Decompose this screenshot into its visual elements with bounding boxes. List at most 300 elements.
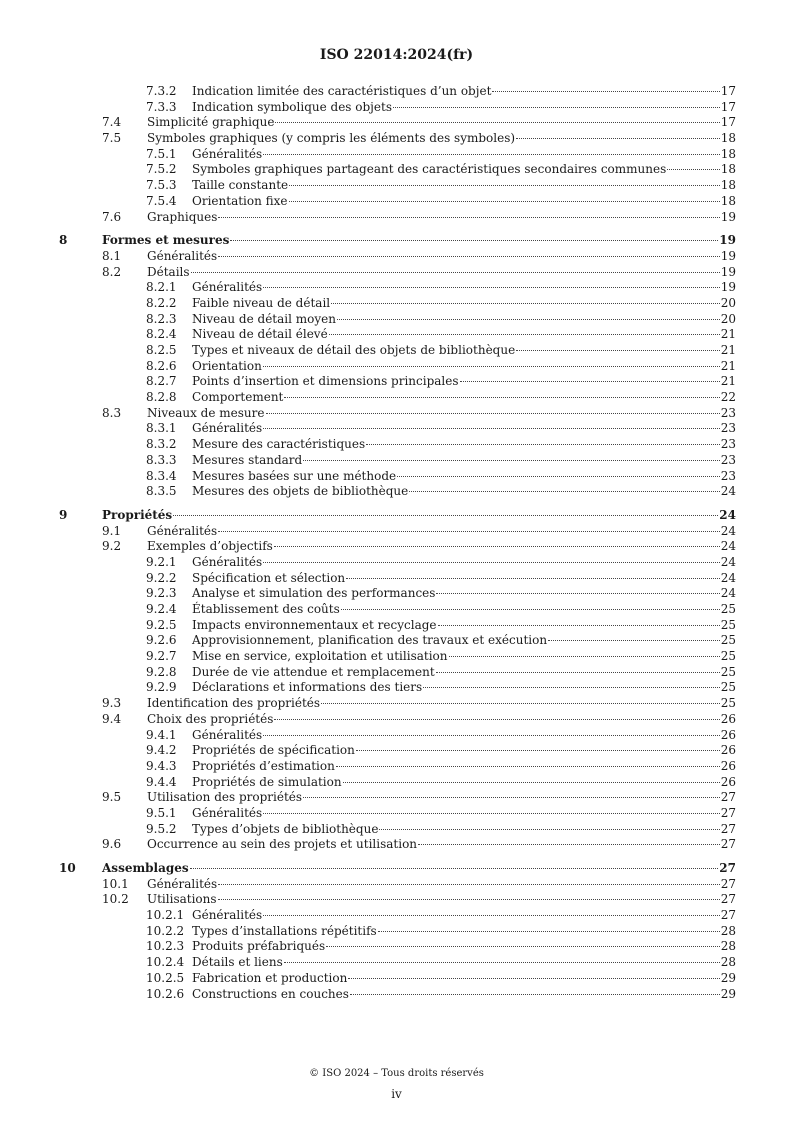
- toc-entry-line: [192, 421, 736, 437]
- toc-entry-number: 7.5.2: [146, 162, 177, 177]
- toc-entry-line: [192, 453, 736, 469]
- toc-entry-page: 23: [720, 468, 736, 483]
- toc-entry-title: Durée de vie attendue et remplacement: [192, 664, 435, 679]
- toc-entry-number: 9.4.3: [146, 758, 177, 773]
- toc-entry-title: Généralités: [192, 146, 263, 161]
- toc-entry-page: 27: [720, 805, 736, 820]
- dot-leader: [436, 593, 719, 594]
- toc-entry-title: Utilisations: [147, 892, 217, 907]
- toc-entry[interactable]: [0, 633, 793, 649]
- toc-entry-title: Généralités: [147, 523, 218, 538]
- toc-entry-line: [192, 987, 736, 1003]
- toc-entry-line: [192, 633, 736, 649]
- toc-entry-line: [192, 649, 736, 665]
- toc-entry-title: Orientation: [192, 358, 262, 373]
- toc-entry[interactable]: [0, 343, 793, 359]
- toc-entry-title: Détails et liens: [192, 955, 283, 970]
- toc-entry-line: [147, 877, 736, 893]
- toc-entry-page: 17: [720, 84, 736, 98]
- dot-leader: [343, 782, 720, 783]
- toc-entry[interactable]: [0, 775, 793, 791]
- toc-entry[interactable]: [0, 421, 793, 437]
- dot-leader: [218, 217, 719, 218]
- toc-entry-number: 7.3.3: [146, 99, 177, 114]
- toc-entry-line: [147, 115, 736, 131]
- dot-leader: [331, 303, 720, 304]
- dot-leader: [548, 640, 720, 641]
- toc-entry[interactable]: [0, 861, 793, 877]
- toc-entry-page: 19: [720, 280, 736, 295]
- toc-entry[interactable]: [0, 406, 793, 422]
- dot-leader: [438, 625, 720, 626]
- toc-entry-page: 26: [720, 758, 736, 773]
- toc-entry-line: [192, 680, 736, 696]
- toc-entry-title: Niveau de détail élevé: [192, 327, 328, 342]
- toc-entry[interactable]: [0, 131, 793, 147]
- dot-leader: [218, 884, 720, 885]
- toc-entry-page: 17: [720, 115, 736, 130]
- toc-entry-title: Généralités: [192, 280, 263, 295]
- toc-entry-page: 26: [720, 743, 736, 758]
- dot-leader: [289, 185, 720, 186]
- toc-entry[interactable]: [0, 280, 793, 296]
- toc-entry-number: 7.5: [102, 131, 122, 146]
- toc-entry-line: [192, 469, 736, 485]
- dot-leader: [284, 962, 720, 963]
- toc-entry-title: Généralités: [147, 876, 218, 891]
- toc-entry-page: 18: [720, 131, 736, 146]
- dot-leader: [436, 672, 720, 673]
- dot-leader: [284, 397, 719, 398]
- toc-entry[interactable]: [0, 210, 793, 226]
- toc-entry-number: 7.5.1: [146, 146, 177, 161]
- toc-entry-number: 8.2.5: [146, 343, 177, 357]
- toc-entry-title: Propriétés d’estimation: [192, 758, 335, 773]
- toc-entry-number: 8.2.8: [146, 390, 177, 405]
- dot-leader: [274, 719, 719, 720]
- toc-entry[interactable]: [0, 115, 793, 131]
- dot-leader: [418, 844, 720, 845]
- toc-entry-title: Généralités: [192, 554, 263, 569]
- dot-leader: [263, 154, 720, 155]
- toc-entry-number: 9.2.9: [146, 680, 177, 695]
- toc-entry[interactable]: [0, 971, 793, 987]
- toc-entry[interactable]: [0, 665, 793, 681]
- toc-entry-title: Choix des propriétés: [147, 711, 274, 726]
- toc-entry-number: 9.2.8: [146, 664, 177, 679]
- toc-entry[interactable]: [0, 84, 793, 100]
- toc-entry-line: [147, 210, 736, 226]
- dot-leader: [341, 609, 720, 610]
- dot-leader: [289, 201, 720, 202]
- toc-entry[interactable]: [0, 806, 793, 822]
- document-header: ISO 22014:2024(fr): [319, 47, 474, 63]
- dot-leader: [366, 444, 720, 445]
- toc-entry-page: 26: [720, 727, 736, 742]
- toc-entry[interactable]: [0, 822, 793, 838]
- dot-leader: [263, 428, 720, 429]
- toc-entry[interactable]: [0, 837, 793, 853]
- toc-entry-page: 24: [720, 570, 736, 585]
- toc-entry[interactable]: [0, 194, 793, 210]
- toc-entry-line: [192, 147, 736, 163]
- toc-entry-title: Établissement des coûts: [192, 602, 340, 616]
- toc-entry[interactable]: [0, 955, 793, 971]
- toc-entry-number: 9.1: [102, 523, 122, 538]
- toc-entry-line: [192, 602, 736, 618]
- toc-entry[interactable]: [0, 453, 793, 469]
- toc-entry-title: Mise en service, exploitation et utilisation: [192, 649, 448, 664]
- toc-entry-page: 18: [720, 146, 736, 161]
- toc-entry[interactable]: [0, 327, 793, 343]
- toc-entry-page: 24: [720, 484, 736, 499]
- toc-entry-page: 27: [720, 821, 736, 836]
- toc-entry-title: Faible niveau de détail: [192, 295, 331, 310]
- dot-leader: [218, 256, 720, 257]
- toc-entry[interactable]: [0, 437, 793, 453]
- toc-entry-number: 9.2.7: [146, 649, 177, 664]
- toc-entry-line: [147, 131, 736, 147]
- dot-leader: [356, 750, 720, 751]
- toc-entry-line: [192, 84, 736, 100]
- toc-entry-title: Détails: [147, 264, 190, 279]
- toc-entry-line: [192, 280, 736, 296]
- toc-entry[interactable]: [0, 508, 793, 524]
- toc-entry-number: 9.5.1: [146, 805, 177, 820]
- toc-entry[interactable]: [0, 987, 793, 1003]
- toc-entry-title: Graphiques: [147, 209, 218, 224]
- toc-entry-line: [192, 971, 736, 987]
- dot-leader: [350, 994, 720, 995]
- toc-entry-title: Généralités: [192, 727, 263, 742]
- toc-entry-page: 29: [720, 986, 736, 1001]
- toc-entry-title: Propriétés de spécification: [192, 743, 355, 758]
- dot-leader: [348, 978, 719, 979]
- toc-entry-number: 7.3.2: [146, 84, 177, 98]
- toc-entry[interactable]: [0, 359, 793, 375]
- toc-entry-page: 25: [720, 696, 736, 711]
- toc-entry-line: [192, 359, 736, 375]
- dot-leader: [329, 334, 720, 335]
- toc-entry-line: [192, 908, 736, 924]
- toc-entry-line: [192, 343, 736, 359]
- dot-leader: [346, 578, 720, 579]
- toc-entry[interactable]: [0, 539, 793, 555]
- toc-entry-page: 19: [720, 209, 736, 224]
- toc-entry-page: 26: [720, 774, 736, 789]
- toc-entry-title: Propriétés: [102, 507, 173, 522]
- toc-entry-number: 9.3: [102, 696, 122, 711]
- toc-entry-number: 9.2.6: [146, 633, 177, 648]
- toc-entry-title: Types d’objets de bibliothèque: [192, 821, 379, 836]
- toc-entry-title: Déclarations et informations des tiers: [192, 680, 423, 695]
- toc-entry-line: [102, 861, 736, 877]
- toc-entry-line: [147, 892, 736, 908]
- toc-entry-page: 20: [720, 295, 736, 310]
- dot-leader: [321, 703, 720, 704]
- toc-entry-number: 8.3.2: [146, 437, 177, 452]
- toc-entry-page: 27: [720, 892, 736, 907]
- toc-entry-line: [147, 790, 736, 806]
- dot-leader: [303, 797, 720, 798]
- toc-entry-title: Symboles graphiques partageant des caractéristiques secondaires communes: [192, 162, 667, 177]
- dot-leader: [263, 915, 720, 916]
- dot-leader: [393, 107, 720, 108]
- toc-entry-title: Orientation fixe: [192, 193, 288, 208]
- toc-entry-title: Types et niveaux de détail des objets de bibliothèque: [192, 343, 516, 357]
- toc-entry-page: 28: [720, 955, 736, 970]
- toc-entry-line: [147, 539, 736, 555]
- toc-entry-page: 27: [720, 876, 736, 891]
- toc-entry-number: 8.3.3: [146, 452, 177, 467]
- toc-entry[interactable]: [0, 312, 793, 328]
- dot-leader: [326, 946, 720, 947]
- toc-entry-page: 23: [720, 437, 736, 452]
- toc-entry-number: 9.2.1: [146, 554, 177, 569]
- dot-leader: [263, 366, 720, 367]
- toc-entry-line: [192, 924, 736, 940]
- toc-entry-line: [192, 312, 736, 328]
- toc-entry-page: 21: [720, 358, 736, 373]
- toc-entry-page: 24: [720, 523, 736, 538]
- toc-entry[interactable]: [0, 390, 793, 406]
- toc-entry-line: [147, 712, 736, 728]
- toc-entry-number: 9: [59, 507, 68, 522]
- dot-leader: [263, 735, 720, 736]
- toc-entry-title: Identification des propriétés: [147, 696, 321, 711]
- toc-entry-title: Généralités: [192, 421, 263, 436]
- toc-entry-line: [192, 586, 736, 602]
- toc-entry-line: [192, 822, 736, 838]
- toc-entry-number: 9.2.3: [146, 586, 177, 601]
- toc-entry-page: 24: [719, 507, 736, 522]
- toc-entry-page: 21: [720, 327, 736, 342]
- toc-entry[interactable]: [0, 469, 793, 485]
- toc-entry[interactable]: [0, 602, 793, 618]
- toc-entry-page: 24: [720, 554, 736, 569]
- toc-entry-page: 19: [719, 233, 736, 248]
- toc-entry-page: 18: [720, 178, 736, 193]
- dot-leader: [449, 656, 720, 657]
- toc-entry-line: [192, 806, 736, 822]
- toc-entry[interactable]: [0, 759, 793, 775]
- toc-entry[interactable]: [0, 178, 793, 194]
- dot-leader: [173, 515, 718, 516]
- toc-entry-title: Spécification et sélection: [192, 570, 346, 585]
- toc-entry-line: [192, 296, 736, 312]
- toc-entry-number: 9.2.2: [146, 570, 177, 585]
- page-number: iv: [391, 1087, 402, 1101]
- toc-entry-number: 9.4: [102, 711, 122, 726]
- dot-leader: [266, 413, 720, 414]
- toc-entry-line: [192, 178, 736, 194]
- dot-leader: [409, 491, 719, 492]
- toc-entry-title: Formes et mesures: [102, 233, 230, 248]
- toc-entry-number: 10.2: [102, 892, 129, 907]
- toc-entry-page: 28: [720, 923, 736, 938]
- toc-entry[interactable]: [0, 696, 793, 712]
- dot-leader: [516, 350, 720, 351]
- toc-entry-line: [192, 743, 736, 759]
- toc-entry-line: [102, 508, 736, 524]
- toc-entry-page: 19: [720, 248, 736, 263]
- toc-entry-line: [147, 524, 736, 540]
- toc-entry-number: 8.3.1: [146, 421, 177, 436]
- dot-leader: [303, 460, 720, 461]
- copyright-footer: © ISO 2024 – Tous droits réservés: [309, 1068, 484, 1079]
- toc-entry-number: 9.5: [102, 790, 122, 805]
- toc-entry-page: 25: [720, 633, 736, 648]
- toc-entry-number: 9.5.2: [146, 821, 177, 836]
- toc-entry-line: [192, 194, 736, 210]
- toc-entry-number: 9.2.5: [146, 617, 177, 632]
- toc-entry-number: 8.2: [102, 264, 122, 279]
- toc-entry-number: 9.4.1: [146, 727, 177, 742]
- dot-leader: [516, 138, 720, 139]
- toc-entry-title: Impacts environnementaux et recyclage: [192, 617, 437, 632]
- toc-entry-line: [192, 555, 736, 571]
- toc-entry-number: 7.5.4: [146, 193, 177, 208]
- dot-leader: [263, 287, 720, 288]
- toc-entry-title: Indication symbolique des objets: [192, 99, 392, 114]
- toc-entry-number: 9.4.2: [146, 743, 177, 758]
- toc-entry-page: 23: [720, 405, 736, 420]
- toc-entry-page: 22: [720, 390, 736, 405]
- toc-entry-number: 10: [59, 861, 76, 875]
- dot-leader: [274, 546, 720, 547]
- toc-entry-title: Mesures basées sur une méthode: [192, 468, 397, 483]
- toc-entry[interactable]: [0, 233, 793, 249]
- toc-entry-number: 9.2: [102, 539, 122, 554]
- dot-leader: [218, 899, 720, 900]
- toc-entry[interactable]: [0, 892, 793, 908]
- dot-leader: [191, 272, 720, 273]
- toc-entry-title: Généralités: [192, 805, 263, 820]
- toc-entry-line: [192, 665, 736, 681]
- toc-entry-line: [147, 837, 736, 853]
- toc-entry[interactable]: [0, 924, 793, 940]
- toc-entry-title: Comportement: [192, 390, 284, 405]
- dot-leader: [275, 122, 719, 123]
- toc-entry-number: 10.2.1: [146, 908, 185, 923]
- toc-entry[interactable]: [0, 712, 793, 728]
- toc-entry[interactable]: [0, 571, 793, 587]
- toc-entry[interactable]: [0, 484, 793, 500]
- toc-entry-number: 8: [59, 233, 68, 248]
- toc-entry[interactable]: [0, 939, 793, 955]
- toc-entry-page: 21: [720, 343, 736, 357]
- toc-entry-page: 20: [720, 311, 736, 326]
- toc-entry-title: Points d’insertion et dimensions principales: [192, 374, 459, 389]
- toc-entry[interactable]: [0, 249, 793, 265]
- toc-entry[interactable]: [0, 265, 793, 281]
- toc-entry[interactable]: [0, 743, 793, 759]
- dot-leader: [423, 687, 720, 688]
- toc-entry-number: 10.2.3: [146, 939, 185, 954]
- dot-leader: [667, 169, 719, 170]
- toc-entry-line: [147, 406, 736, 422]
- table-of-contents: [0, 84, 793, 1002]
- toc-entry-title: Mesures des objets de bibliothèque: [192, 484, 409, 499]
- toc-entry-line: [192, 571, 736, 587]
- toc-entry[interactable]: [0, 586, 793, 602]
- toc-entry-page: 28: [720, 939, 736, 954]
- toc-entry-page: 25: [720, 602, 736, 616]
- toc-entry[interactable]: [0, 296, 793, 312]
- toc-entry[interactable]: [0, 680, 793, 696]
- toc-entry-line: [192, 955, 736, 971]
- toc-entry-number: 7.4: [102, 115, 122, 130]
- toc-entry-line: [192, 484, 736, 500]
- toc-entry-title: Généralités: [192, 908, 263, 923]
- toc-entry-title: Types d’installations répétitifs: [192, 923, 377, 938]
- toc-entry-title: Assemblages: [102, 861, 189, 875]
- toc-entry[interactable]: [0, 877, 793, 893]
- dot-leader: [263, 813, 720, 814]
- toc-entry-number: 8.2.4: [146, 327, 177, 342]
- toc-entry-page: 27: [720, 837, 736, 852]
- toc-entry-title: Approvisionnement, planification des travaux et exécution: [192, 633, 548, 648]
- toc-entry-title: Niveau de détail moyen: [192, 311, 336, 326]
- dot-leader: [492, 91, 719, 92]
- toc-entry[interactable]: [0, 908, 793, 924]
- toc-entry[interactable]: [0, 618, 793, 634]
- toc-entry-line: [192, 775, 736, 791]
- toc-entry-title: Utilisation des propriétés: [147, 790, 303, 805]
- toc-entry-page: 24: [720, 539, 736, 554]
- toc-entry[interactable]: [0, 100, 793, 116]
- toc-entry-number: 8.1: [102, 248, 122, 263]
- toc-entry-number: 8.2.3: [146, 311, 177, 326]
- toc-entry-title: Produits préfabriqués: [192, 939, 326, 954]
- toc-entry-line: [192, 100, 736, 116]
- toc-entry-number: 8.3: [102, 405, 122, 420]
- dot-leader: [336, 766, 720, 767]
- toc-entry-number: 8.2.7: [146, 374, 177, 389]
- toc-entry-title: Propriétés de simulation: [192, 774, 342, 789]
- toc-entry-number: 7.6: [102, 209, 122, 224]
- toc-entry-title: Taille constante: [192, 178, 289, 193]
- toc-entry-page: 25: [720, 617, 736, 632]
- toc-entry-page: 17: [720, 99, 736, 114]
- toc-entry[interactable]: [0, 374, 793, 390]
- toc-entry-line: [192, 939, 736, 955]
- toc-entry[interactable]: [0, 524, 793, 540]
- toc-entry-line: [102, 233, 736, 249]
- toc-entry[interactable]: [0, 162, 793, 178]
- toc-entry[interactable]: [0, 147, 793, 163]
- toc-entry-title: Fabrication et production: [192, 970, 348, 985]
- toc-entry-line: [192, 728, 736, 744]
- toc-entry-title: Analyse et simulation des performances: [192, 586, 436, 601]
- toc-entry[interactable]: [0, 555, 793, 571]
- toc-entry[interactable]: [0, 649, 793, 665]
- toc-entry-page: 18: [720, 162, 736, 177]
- toc-entry-number: 10.1: [102, 876, 129, 891]
- toc-entry[interactable]: [0, 790, 793, 806]
- toc-entry-page: 23: [720, 421, 736, 436]
- toc-entry-page: 19: [720, 264, 736, 279]
- toc-entry-title: Constructions en couches: [192, 986, 349, 1001]
- toc-entry-line: [192, 759, 736, 775]
- toc-entry[interactable]: [0, 728, 793, 744]
- toc-entry-page: 21: [720, 374, 736, 389]
- dot-leader: [263, 562, 720, 563]
- toc-entry-number: 8.2.1: [146, 280, 177, 295]
- toc-entry-line: [147, 696, 736, 712]
- toc-entry-page: 27: [720, 790, 736, 805]
- toc-entry-title: Indication limitée des caractéristiques d’un objet: [192, 84, 492, 98]
